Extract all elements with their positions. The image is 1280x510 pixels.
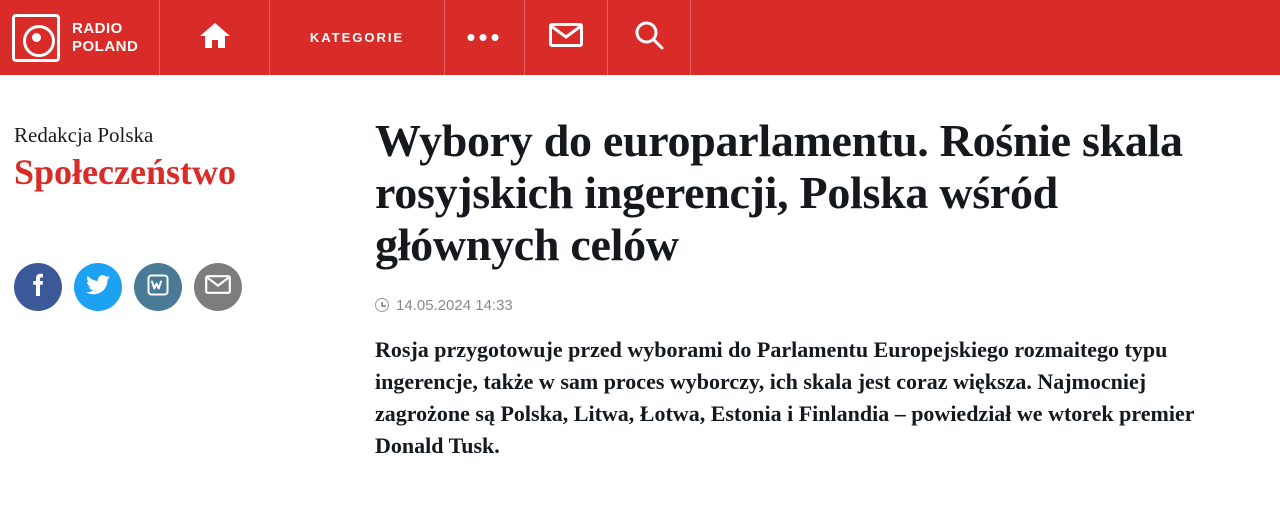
radio-target-logo-icon <box>12 14 60 62</box>
site-logo[interactable] <box>0 0 160 75</box>
twitter-icon <box>86 275 110 300</box>
article-date: 14.05.2024 14:33 <box>396 296 513 314</box>
article-sidebar <box>0 75 375 461</box>
facebook-icon <box>32 273 44 302</box>
nav-item-more[interactable] <box>445 0 525 75</box>
social-share-bar <box>14 263 375 311</box>
article-lead: Rosja przygotowuje przed wyborami do Parlamentu Europejskiego rozmaitego typu ingerencje, także w sam proces wyborczy, ich skala jest coraz większa. Najmocniej zagrożone są Polska, Litwa, Łotwa, Estonia i Finlandia – powiedział we wtorek premier Donald Tusk. <box>375 336 1195 458</box>
nav-item-home[interactable] <box>160 0 270 75</box>
editorial-desk-label: Redakcja Polska <box>14 123 154 147</box>
wykop-icon <box>146 273 170 302</box>
article-main <box>375 75 1280 461</box>
share-wykop-button[interactable] <box>134 263 182 311</box>
search-icon <box>634 20 664 55</box>
share-twitter-button[interactable] <box>74 263 122 311</box>
nav-item-label: KATEGORIE <box>309 30 405 45</box>
share-facebook-button[interactable] <box>14 263 62 311</box>
more-dots-icon: ••• <box>466 21 503 52</box>
article-headline: Wybory do europarlamentu. Rośnie skala rosyjskich ingerencji, Polska wśród głównych celów <box>375 115 1183 270</box>
share-email-button[interactable] <box>194 263 242 311</box>
brand-line-1: RADIO <box>72 20 123 38</box>
brand-line-2: POLAND <box>72 37 139 55</box>
page-content <box>0 75 1280 461</box>
article-meta <box>375 297 1240 314</box>
section-title: Społeczeństwo <box>14 152 236 193</box>
mail-icon <box>205 275 231 299</box>
nav-item-newsletter[interactable] <box>525 0 608 75</box>
nav-item-search[interactable] <box>608 0 691 75</box>
site-header <box>0 0 1280 75</box>
clock-icon <box>375 298 389 312</box>
brand-name <box>72 20 138 55</box>
home-icon <box>198 20 232 55</box>
mail-icon <box>549 23 583 52</box>
nav-item-kategorie[interactable] <box>270 0 445 75</box>
